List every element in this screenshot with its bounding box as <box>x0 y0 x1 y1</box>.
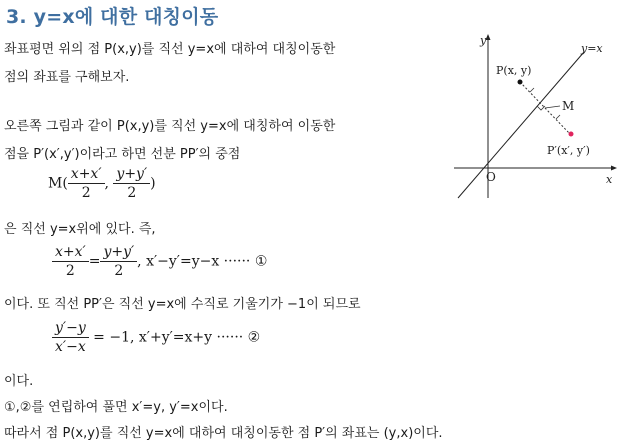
tick-mark-2 <box>556 115 560 119</box>
eq1-rest: , x′−y′=y−x ······ ① <box>137 253 268 270</box>
point-p-label: P(x, y) <box>496 64 532 77</box>
point-p <box>518 80 523 85</box>
line-slope: 이다. 또 직선 PP′은 직선 y=x에 수직로 기울기가 −1이 되므로 <box>4 297 361 312</box>
x-axis-arrow <box>611 166 617 171</box>
eq1-frac-x-den: 2 <box>65 263 75 279</box>
midpoint-frac-x-den: 2 <box>81 185 91 201</box>
eq1-frac-y <box>100 244 137 279</box>
midpoint-comma: , <box>104 175 109 192</box>
line-final: 따라서 점 P(x,y)를 직선 y=x에 대하여 대칭이동한 점 P′의 좌표는 (y,x)이다. <box>4 426 443 441</box>
para2-line2: 점을 P′(x′,y′)이라고 하면 선분 PP′의 중점 <box>4 147 241 162</box>
point-p-prime <box>569 132 574 137</box>
midpoint-suffix: ) <box>150 175 156 192</box>
equation-1 <box>52 244 267 279</box>
eq2-frac-num: y′−y <box>52 320 89 338</box>
para1-line2: 점의 좌표를 구해보자. <box>4 70 130 85</box>
y-axis-arrow <box>486 34 491 40</box>
origin-label: O <box>486 170 496 184</box>
point-p-prime-label: P′(x′, y′) <box>547 144 590 157</box>
eq1-frac-x <box>52 244 89 279</box>
midpoint-frac-y-num: y+y′ <box>113 166 150 184</box>
symmetry-figure <box>450 30 619 200</box>
eq1-frac-y-den: 2 <box>114 263 124 279</box>
y-axis-label: y <box>480 34 487 47</box>
para2-line1: 오른쪽 그림과 같이 P(x,y)를 직선 y=x에 대칭하여 이동한 <box>4 119 336 134</box>
line-label: y=x <box>581 42 603 55</box>
midpoint-expression <box>48 166 156 201</box>
line-on-y-equals-x: 은 직선 y=x위에 있다. 즉, <box>4 222 156 237</box>
line-ida: 이다. <box>4 374 34 389</box>
m-pointer-line <box>545 106 560 108</box>
eq1-equals: = <box>88 253 101 270</box>
midpoint-label: M <box>562 99 575 113</box>
eq2-rest: = −1, x′+y′=x+y ······ ② <box>88 329 261 346</box>
midpoint-prefix: M( <box>48 175 68 192</box>
tick-mark-1 <box>530 88 534 92</box>
line-solve: ①,②를 연립하여 풀면 x′=y, y′=x이다. <box>4 400 228 415</box>
x-axis-label: x <box>606 173 613 186</box>
eq1-frac-x-num: x+x′ <box>52 244 89 262</box>
para1-line1: 좌표평면 위의 점 P(x,y)를 직선 y=x에 대하여 대칭이동한 <box>4 42 336 57</box>
eq1-frac-y-num: y+y′ <box>100 244 137 262</box>
equation-2 <box>52 320 260 355</box>
eq2-frac-den: x′−x <box>55 339 86 355</box>
eq2-frac <box>52 320 89 355</box>
right-angle-mark <box>537 106 545 110</box>
midpoint-frac-y-den: 2 <box>127 185 137 201</box>
midpoint-frac-y <box>113 166 150 201</box>
midpoint-frac-x <box>68 166 105 201</box>
section-title: 3. y=x에 대한 대칭이동 <box>6 6 219 28</box>
midpoint-frac-x-num: x+x′ <box>68 166 105 184</box>
